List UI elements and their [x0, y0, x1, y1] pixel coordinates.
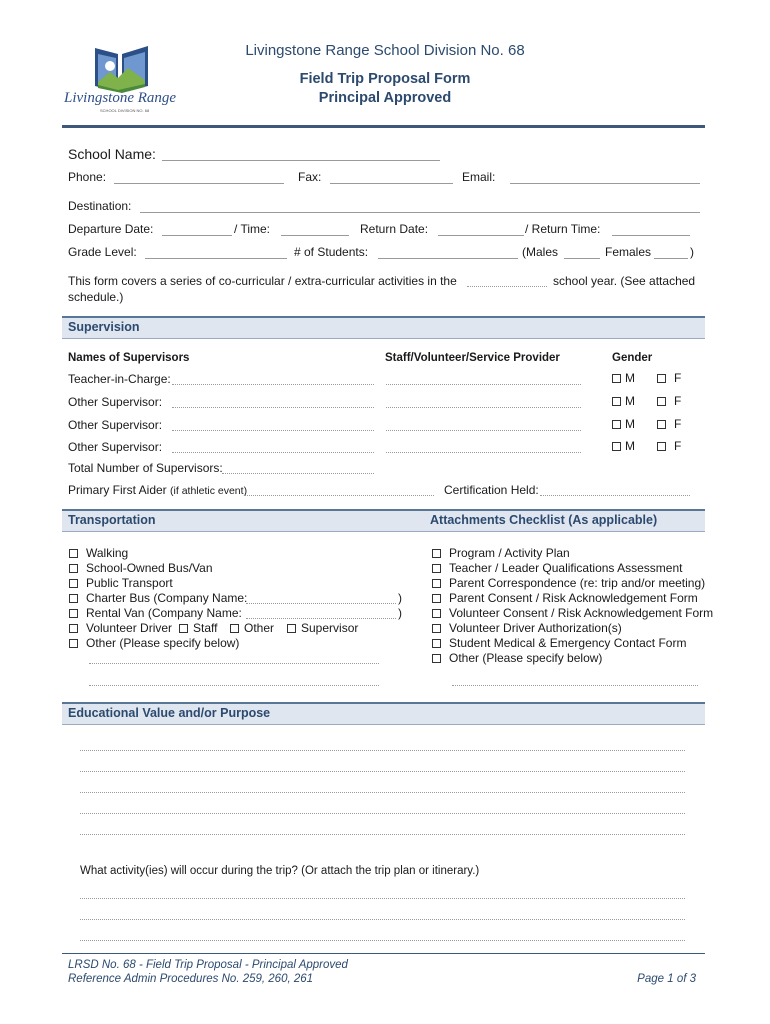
time-label: / Time: — [234, 222, 271, 236]
checkbox-icon — [612, 420, 621, 429]
transport-charter-bus-checkbox[interactable]: Charter Bus (Company Name: — [69, 591, 247, 605]
page-number: Page 1 of 3 — [637, 973, 696, 985]
supervisor-row-label: Other Supervisor: — [68, 395, 163, 409]
grade-level-field[interactable] — [145, 258, 287, 259]
gender-f-checkbox[interactable]: F — [657, 371, 681, 385]
departure-date-field[interactable] — [162, 235, 232, 236]
supervision-header — [62, 316, 705, 339]
driver-staff-checkbox[interactable]: Staff — [179, 621, 217, 635]
supervisor-name-field[interactable] — [172, 430, 374, 431]
transportation-title: Transportation — [68, 513, 156, 527]
gender-m-checkbox[interactable]: M — [612, 371, 635, 385]
checkbox-icon — [432, 609, 441, 618]
attachment-checkbox[interactable]: Parent Correspondence (re: trip and/or meeting) — [432, 576, 705, 590]
footer-rule — [62, 953, 705, 954]
checkbox-icon — [69, 549, 78, 558]
close-paren: ) — [690, 245, 694, 259]
form-title: Field Trip Proposal Form — [299, 71, 471, 87]
checkbox-icon — [612, 442, 621, 451]
transport-rental-van-checkbox[interactable]: Rental Van (Company Name: — [69, 606, 242, 620]
educational-header — [62, 702, 705, 725]
checkbox-icon — [287, 624, 296, 633]
first-aider-field[interactable] — [244, 495, 434, 496]
checkbox-icon — [230, 624, 239, 633]
attachment-other-field[interactable] — [452, 685, 698, 686]
checkbox-icon — [432, 549, 441, 558]
educational-line[interactable] — [80, 834, 685, 835]
destination-field[interactable] — [140, 212, 700, 213]
division-title: Livingstone Range School Division No. 68 — [245, 42, 525, 59]
activities-line[interactable] — [80, 940, 685, 941]
attachments-title: Attachments Checklist (As applicable) — [430, 513, 658, 527]
educational-line[interactable] — [80, 792, 685, 793]
header-rule — [62, 125, 705, 128]
footer-line-1: LRSD No. 68 - Field Trip Proposal - Principal Approved — [68, 959, 348, 971]
charter-close-paren: ) — [398, 591, 402, 605]
total-supervisors-label: Total Number of Supervisors: — [68, 461, 223, 475]
transport-other-field[interactable] — [89, 685, 379, 686]
females-field[interactable] — [654, 258, 688, 259]
checkbox-icon — [432, 564, 441, 573]
supervisor-name-field[interactable] — [172, 452, 374, 453]
supervision-title: Supervision — [68, 320, 140, 334]
checkbox-icon — [657, 420, 666, 429]
certification-label: Certification Held: — [444, 483, 539, 497]
first-aider-label: Primary First Aider (if athletic event) — [68, 483, 248, 497]
checkbox-icon — [179, 624, 188, 633]
supervisor-name-field[interactable] — [172, 407, 374, 408]
checkbox-icon — [69, 564, 78, 573]
fax-field[interactable] — [330, 183, 453, 184]
school-name-label: School Name: — [68, 146, 156, 162]
charter-company-field[interactable] — [246, 603, 396, 604]
activities-line[interactable] — [80, 898, 685, 899]
checkbox-icon — [432, 639, 441, 648]
return-date-label: Return Date: — [360, 222, 429, 236]
rental-close-paren: ) — [398, 606, 402, 620]
gender-f-checkbox[interactable]: F — [657, 417, 681, 431]
supervisor-role-field[interactable] — [386, 430, 581, 431]
educational-line[interactable] — [80, 771, 685, 772]
transportation-header — [62, 509, 705, 532]
rental-company-field[interactable] — [246, 618, 396, 619]
attachment-checkbox[interactable]: Other (Please specify below) — [432, 651, 602, 665]
supervisor-role-field[interactable] — [386, 384, 581, 385]
checkbox-icon — [69, 594, 78, 603]
checkbox-icon — [432, 579, 441, 588]
return-time-label: / Return Time: — [525, 222, 601, 236]
division-logo — [60, 40, 180, 120]
role-column-header: Staff/Volunteer/Service Provider — [385, 352, 560, 364]
transport-other-field[interactable] — [89, 663, 379, 664]
school-name-field[interactable] — [162, 160, 440, 161]
supervisor-row-label: Other Supervisor: — [68, 440, 163, 454]
num-students-field[interactable] — [378, 258, 518, 259]
males-label: (Males — [522, 245, 559, 259]
driver-other-checkbox[interactable]: Other — [230, 621, 274, 635]
gender-m-checkbox[interactable]: M — [612, 394, 635, 408]
transport-walking-checkbox[interactable]: Walking — [69, 546, 128, 560]
destination-label: Destination: — [68, 199, 132, 213]
females-label: Females — [605, 245, 652, 259]
phone-label: Phone: — [68, 170, 107, 184]
logo-text: Livingstone Range — [64, 90, 177, 106]
form-subtitle: Principal Approved — [318, 90, 452, 106]
checkbox-icon — [69, 609, 78, 618]
gender-m-checkbox[interactable]: M — [612, 439, 635, 453]
gender-m-checkbox[interactable]: M — [612, 417, 635, 431]
attachment-checkbox[interactable]: Volunteer Driver Authorization(s) — [432, 621, 622, 635]
transport-public-checkbox[interactable]: Public Transport — [69, 576, 173, 590]
logo-subtext: SCHOOL DIVISION NO. 68 — [100, 108, 150, 113]
names-column-header: Names of Supervisors — [68, 352, 190, 364]
intro-text-b: school year. (See attached — [553, 274, 696, 288]
return-date-field[interactable] — [438, 235, 524, 236]
checkbox-icon — [612, 397, 621, 406]
educational-title: Educational Value and/or Purpose — [68, 706, 271, 720]
attachment-checkbox[interactable]: Parent Consent / Risk Acknowledgement Form — [432, 591, 698, 605]
first-aider-note: (if athletic event) — [170, 485, 248, 497]
fax-label: Fax: — [298, 170, 322, 184]
checkbox-icon — [657, 374, 666, 383]
school-year-field[interactable] — [467, 286, 547, 287]
activities-question: What activity(ies) will occur during the trip? (Or attach the trip plan or itinerary.) — [80, 865, 480, 877]
activities-line[interactable] — [80, 919, 685, 920]
supervisor-role-field[interactable] — [386, 407, 581, 408]
transport-other-checkbox[interactable]: Other (Please specify below) — [69, 636, 239, 650]
certification-field[interactable] — [540, 495, 690, 496]
gender-f-checkbox[interactable]: F — [657, 394, 681, 408]
email-field[interactable] — [510, 183, 700, 184]
educational-line[interactable] — [80, 813, 685, 814]
intro-text-a: This form covers a series of co-curricular / extra-curricular activities in the — [68, 274, 457, 288]
num-students-label: # of Students: — [294, 245, 369, 259]
checkbox-icon — [432, 594, 441, 603]
gender-column-header: Gender — [612, 352, 653, 364]
phone-field[interactable] — [114, 183, 284, 184]
return-time-field[interactable] — [612, 235, 690, 236]
attachment-checkbox[interactable]: Student Medical & Emergency Contact Form — [432, 636, 686, 650]
checkbox-icon — [612, 374, 621, 383]
total-supervisors-field[interactable] — [222, 473, 374, 474]
supervisor-row-label: Teacher-in-Charge: — [68, 372, 171, 386]
checkbox-icon — [432, 654, 441, 663]
attachment-checkbox[interactable]: Teacher / Leader Qualifications Assessment — [432, 561, 682, 575]
driver-supervisor-checkbox[interactable]: Supervisor — [287, 621, 358, 635]
footer-line-2: Reference Admin Procedures No. 259, 260, 261 — [68, 973, 314, 985]
checkbox-icon — [657, 397, 666, 406]
checkbox-icon — [657, 442, 666, 451]
checkbox-icon — [432, 624, 441, 633]
attachment-checkbox[interactable]: Volunteer Consent / Risk Acknowledgement Form — [432, 606, 713, 620]
intro-text-c: schedule.) — [68, 290, 124, 304]
educational-line[interactable] — [80, 750, 685, 751]
transport-school-bus-checkbox[interactable]: School-Owned Bus/Van — [69, 561, 213, 575]
email-label: Email: — [462, 170, 496, 184]
supervisor-row-label: Other Supervisor: — [68, 418, 163, 432]
supervisor-role-field[interactable] — [386, 452, 581, 453]
checkbox-icon — [69, 624, 78, 633]
departure-date-label: Departure Date: — [68, 222, 154, 236]
checkbox-icon — [69, 639, 78, 648]
supervisor-name-field[interactable] — [172, 384, 374, 385]
attachment-checkbox[interactable]: Program / Activity Plan — [432, 546, 570, 560]
males-field[interactable] — [564, 258, 600, 259]
time-field[interactable] — [281, 235, 349, 236]
transport-volunteer-driver-checkbox[interactable]: Volunteer Driver — [69, 621, 172, 635]
checkbox-icon — [69, 579, 78, 588]
grade-level-label: Grade Level: — [68, 245, 137, 259]
gender-f-checkbox[interactable]: F — [657, 439, 681, 453]
